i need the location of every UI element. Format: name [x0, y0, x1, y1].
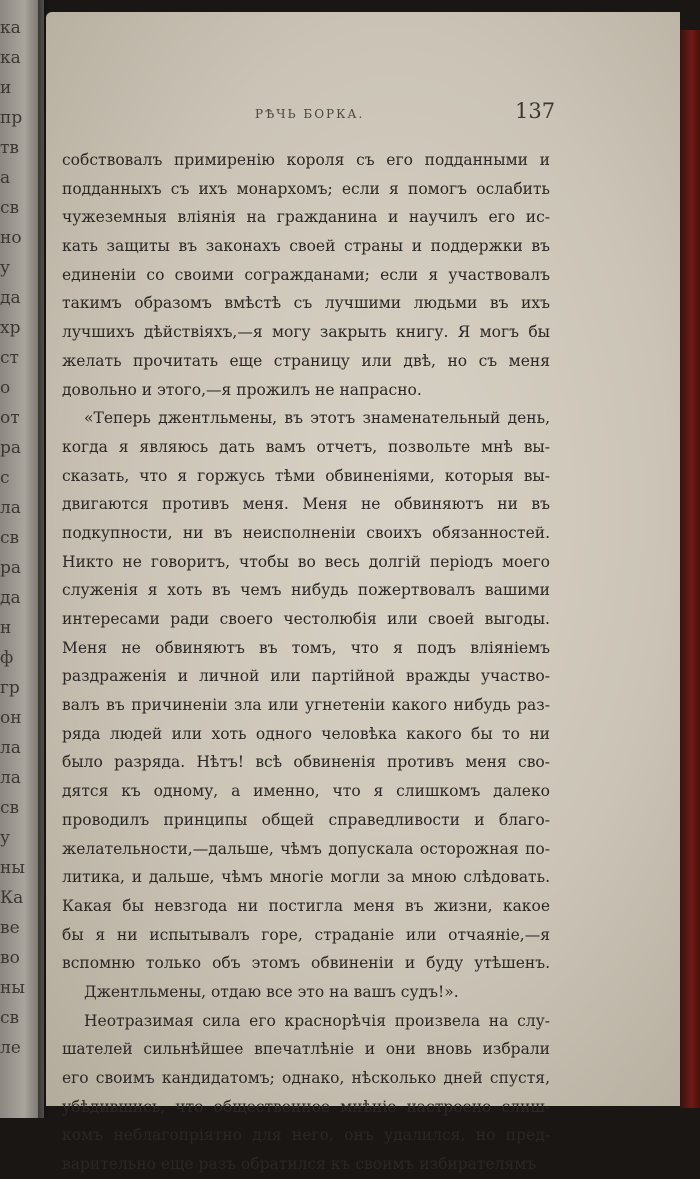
facing-page-fragment: он [0, 708, 22, 728]
text-line: Джентльмены, отдаю все это на вашъ судъ!». [84, 982, 459, 1001]
facing-page-fragment: а [0, 168, 11, 188]
facing-page-fragment: св [0, 528, 20, 548]
facing-page-fragment: ны [0, 978, 25, 998]
facing-page-fragment: о [0, 378, 11, 398]
book-cover-edge [680, 30, 700, 1108]
text-line: комъ неблагопріятно для него, онъ удалился, но пред- [62, 1126, 550, 1145]
text-line: двигаются противъ меня. Меня не обвиняютъ ни въ [62, 495, 550, 514]
facing-page-fragment: ф [0, 648, 14, 668]
facing-page-fragment: у [0, 828, 11, 848]
text-line: интересами ради своего честолюбія или своей выгоды. [62, 610, 550, 628]
facing-page-fragment: ка [0, 18, 21, 38]
facing-page-fragment: ла [0, 498, 21, 518]
text-line: его своимъ кандидатомъ; однако, нѣсколько дней спустя, [62, 1069, 550, 1087]
text-line: вспомню только объ этомъ обвиненіи и буду утѣшенъ. [62, 954, 550, 973]
text-line: желательности,—дальше, чѣмъ допускала осторожная по- [62, 839, 550, 858]
facing-page-fragment: но [0, 228, 22, 248]
text-line: довольно и этого,—я прожилъ не напрасно. [62, 380, 422, 399]
text-line: единеніи со своими согражданами; если я участвовалъ [62, 265, 550, 284]
facing-page-fragment: ка [0, 48, 21, 68]
facing-page-fragment: ла [0, 768, 21, 788]
text-line: когда я являюсь дать вамъ отчетъ, позвольте мнѣ вы- [62, 437, 550, 456]
text-line: дятся къ одному, а именно, что я слишкомъ далеко [62, 782, 550, 801]
facing-page-fragment: и [0, 78, 12, 98]
text-line: раздраженія и личной или партійной вражды участво- [62, 667, 550, 686]
facing-page-fragment: ле [0, 1038, 21, 1058]
text-line: подкупности, ни въ неисполненіи своихъ обязанностей. [62, 523, 550, 542]
text-line: подданныхъ съ ихъ монархомъ; если я помогъ ослабить [62, 179, 550, 198]
facing-page-fragment: гр [0, 678, 20, 698]
text-line: лучшихъ дѣйствіяхъ,—я могу закрыть книгу. Я могъ бы [62, 323, 550, 342]
text-line: убѣдившись, что общественное мнѣніе настроено слиш- [62, 1097, 550, 1116]
facing-page-fragment: н [0, 618, 12, 638]
text-line: проводилъ принципы общей справедливости и благо- [62, 810, 550, 829]
facing-page-fragment: да [0, 288, 21, 308]
facing-page-fragment: ны [0, 858, 25, 878]
facing-page-fragment: пр [0, 108, 23, 128]
text-line: литика, и дальше, чѣмъ многіе могли за мною слѣдовать. [62, 868, 550, 887]
text-line: такимъ образомъ вмѣстѣ съ лучшими людьми въ ихъ [62, 294, 550, 313]
facing-page-fragment: св [0, 1008, 20, 1028]
facing-page-fragment: ра [0, 558, 22, 578]
facing-page-fragment: от [0, 408, 20, 428]
facing-page-fragment: да [0, 588, 21, 608]
text-line: кать защиты въ законахъ своей страны и поддержки въ [62, 237, 550, 256]
text-line: было разряда. Нѣтъ! всѣ обвиненія противъ меня сво- [62, 753, 550, 772]
text-line: Никто не говоритъ, чтобы во весь долгій періодъ моего [62, 552, 550, 571]
facing-page-fragment: ра [0, 438, 22, 458]
text-line: желать прочитать еще страницу или двѣ, но съ меня [62, 351, 550, 370]
text-line: служенія я хоть въ чемъ нибудь пожертвовалъ вашими [62, 581, 550, 600]
text-line: Какая бы невзгода ни постигла меня въ жизни, какое [62, 896, 550, 915]
facing-page-fragment: у [0, 258, 11, 278]
text-line: Меня не обвиняютъ въ томъ, что я подъ вліяніемъ [62, 638, 550, 657]
facing-page-fragment: тв [0, 138, 19, 158]
facing-page-fragment: ст [0, 348, 19, 368]
text-line: шателей сильнѣйшее впечатлѣніе и они вновь избрали [62, 1040, 550, 1059]
facing-page-fragment: ла [0, 738, 21, 758]
text-line: Неотразимая сила его краснорѣчія произвела на слу- [84, 1011, 550, 1030]
facing-page-fragment: хр [0, 318, 21, 338]
text-line: валъ въ причиненіи зла или угнетеніи какого нибудь раз- [62, 696, 550, 715]
text-line: собствовалъ примиренію короля съ его подданными и [62, 151, 550, 169]
text-line: варительно еще разъ обратился къ своимъ избирателямъ [62, 1155, 537, 1174]
facing-page-fragment: во [0, 948, 20, 968]
facing-page-fragment: Ка [0, 888, 24, 908]
text-line: чужеземныя вліянія на гражданина и научилъ его ис- [62, 208, 550, 227]
text-line: сказать, что я горжусь тѣми обвиненіями, которыя вы- [62, 466, 550, 485]
text-line: ряда людей или хоть одного человѣка какого бы то ни [62, 724, 550, 743]
text-line: «Теперь джентльмены, въ этотъ знаменательный день, [84, 409, 550, 428]
body-text [62, 146, 550, 1179]
facing-page-fragment: ве [0, 918, 20, 938]
text-line: бы я ни испытывалъ горе, страданіе или отчаяніе,—я [62, 925, 550, 944]
facing-page-fragment: св [0, 798, 20, 818]
page-number: 137 [515, 99, 556, 123]
facing-page-fragment: с [0, 468, 10, 488]
facing-page-fragment: св [0, 198, 20, 218]
running-title: РѢЧЬ БОРКА. [255, 107, 365, 121]
